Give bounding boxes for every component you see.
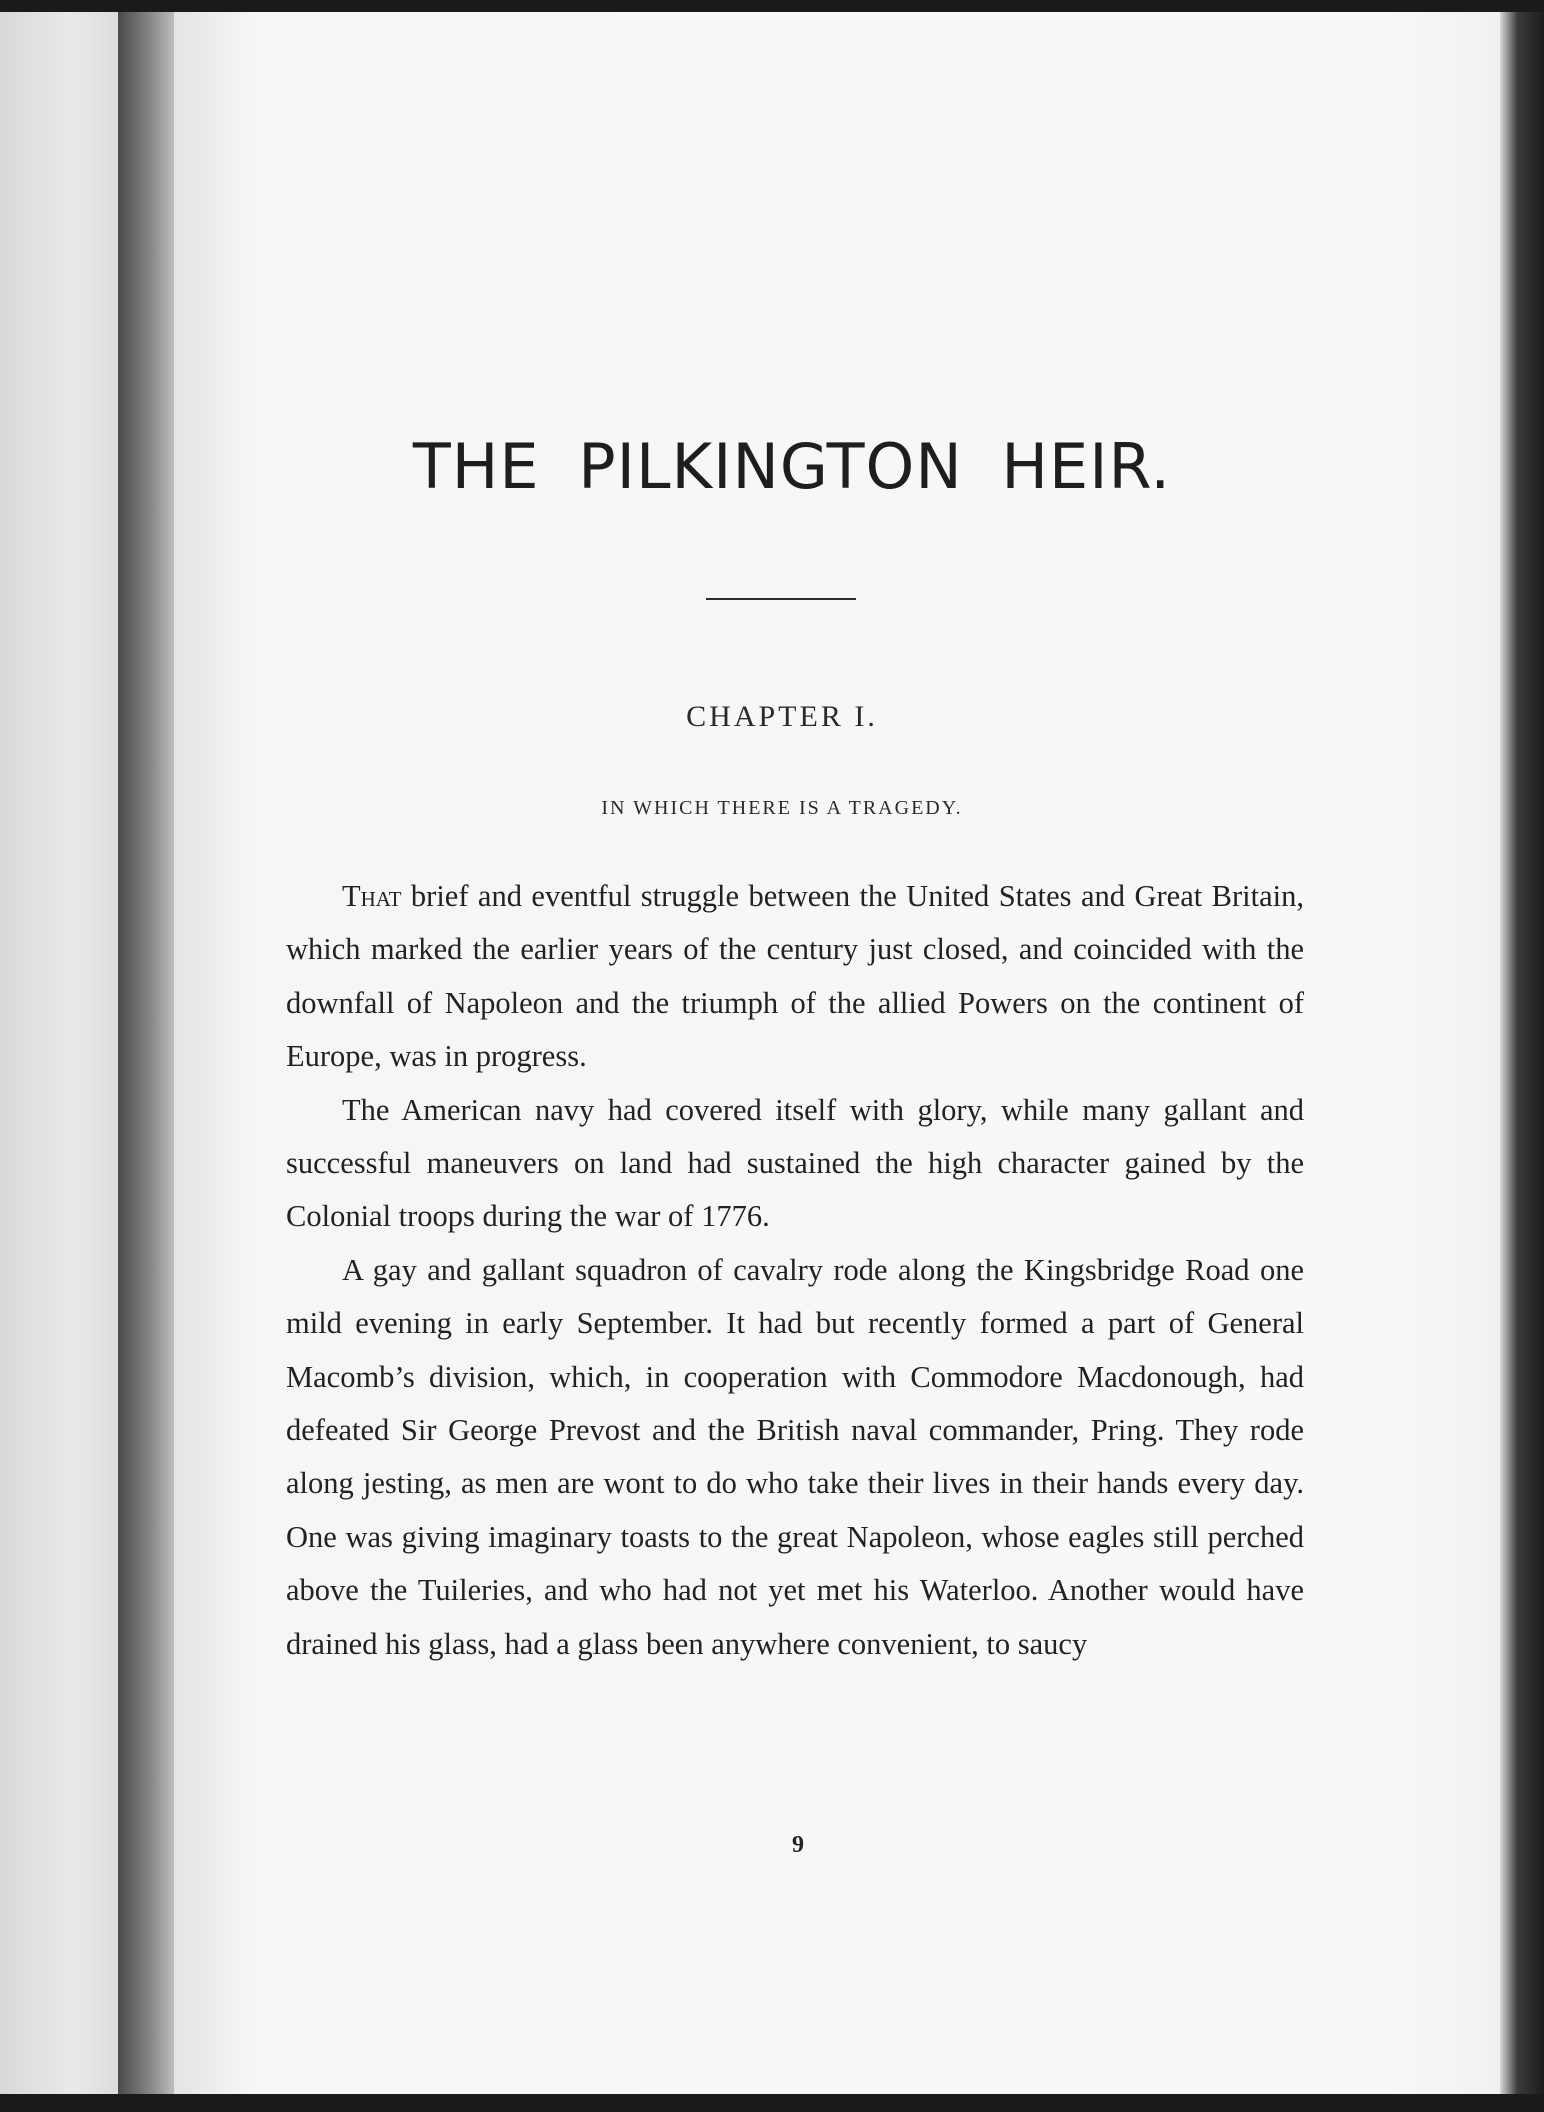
facing-page-edge [0,12,118,2094]
book-title: THE PILKINGTON HEIR. [412,430,1172,503]
chapter-heading: CHAPTER I. [686,700,878,733]
paragraph: A gay and gallant squadron of cavalry rode along the Kingsbridge Road one mild evening in early September. It had but recently formed a part of General Macomb’s division, which, in cooperation with Commodore Macdonough, had defeated Sir George Prevost and the British naval commander, Pring. They rode along jesting, as men are wont to do who take their lives in their hands every day. One was giving imaginary toasts to the great Napoleon, whose eagles still perched above the Tuileries, and who had not yet met his Waterloo. Another would have drained his glass, had a glass been anywhere convenient, to saucy [286,1252,1304,1661]
title-divider [706,598,856,600]
paragraph [286,870,1304,1084]
paragraph: The American navy had covered itself with glory, while many gallant and successful maneuvers on land had sustained the high character gained by the Colonial troops during the war of 1776. [286,1092,1304,1234]
chapter-subtitle: IN WHICH THERE IS A TRAGEDY. [601,797,963,819]
book-gutter [118,12,174,2094]
page-right-edge [1500,12,1544,2094]
page-number: 9 [792,1832,804,1858]
paragraph-text: brief and eventful struggle between the United States and Great Britain, which marked the earlier years of the century just closed, and coincided with the downfall of Napoleon and the triumph of the allied Powers on the continent of Europe, was in progress. [286,879,1304,1074]
scan-top-border [0,0,1544,12]
chapter-body [286,870,1304,1671]
scan-bottom-border [0,2094,1544,2112]
paragraph-lead-word: That [342,879,402,913]
